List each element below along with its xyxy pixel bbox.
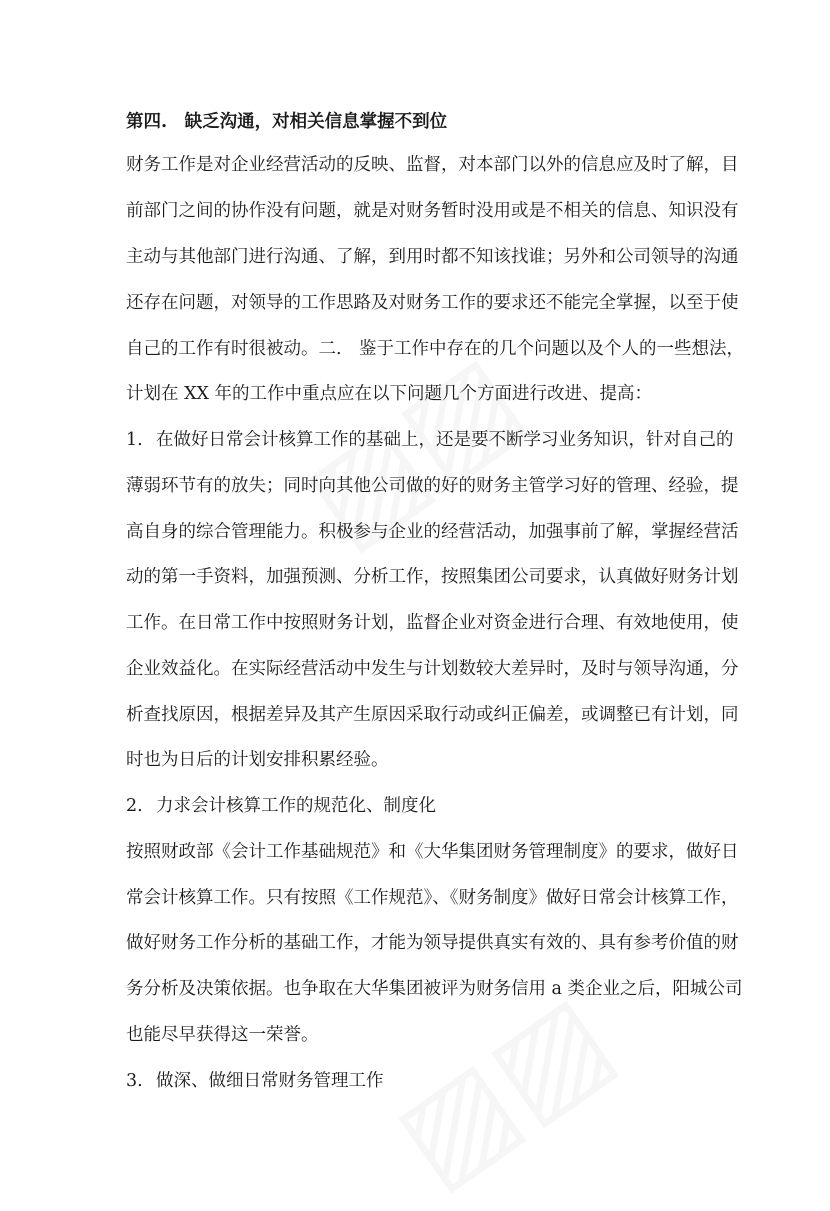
list-item-title: 力求会计核算工作的规范化、制度化 (156, 796, 436, 816)
paragraph-line: 前部门之间的协作没有问题，就是对财务暂时没用或是不相关的信息、知识没有 (126, 201, 739, 221)
paragraph-line: 按照财政部《会计工作基础规范》和《大华集团财务管理制度》的要求，做好日 (126, 842, 739, 862)
paragraph-line: 析查找原因，根据差异及其产生原因采取行动或纠正偏差，或调整已有计划，同 (126, 705, 739, 725)
paragraph-line: 做好财务工作分析的基础工作，才能为领导提供真实有效的、具有参考价值的财 (126, 933, 739, 953)
paragraph-line: 工作。在日常工作中按照财务计划，监督企业对资金进行合理、有效地使用，使 (126, 613, 739, 633)
list-number: 3. (126, 1071, 143, 1091)
list-item-title: 做深、做细日常财务管理工作 (156, 1071, 384, 1091)
paragraph-line: 薄弱环节有的放失；同时向其他公司做的好的财务主管学习好的管理、经验，提 (126, 476, 739, 496)
paragraph-line: 企业效益化。在实际经营活动中发生与计划数较大差异时，及时与领导沟通，分 (126, 659, 739, 679)
paragraph-line: 也能尽早获得这一荣誉。 (126, 1025, 319, 1045)
list-number: 2. (126, 796, 143, 816)
paragraph-line: 还存在问题，对领导的工作思路及对财务工作的要求还不能完全掌握，以至于使 (126, 293, 739, 313)
paragraph-line: 务分析及决策依据。也争取在大华集团被评为财务信用 a 类企业之后，阳城公司 (126, 979, 743, 999)
list-item-1 (126, 428, 734, 452)
list-item-2 (126, 794, 436, 818)
section-heading: 第四. 缺乏沟通，对相关信息掌握不到位 (126, 112, 448, 132)
list-item-3 (126, 1069, 384, 1093)
paragraph-line: 财务工作是对企业经营活动的反映、监督，对本部门以外的信息应及时了解，目 (126, 155, 739, 175)
watermark (371, 968, 636, 1211)
paragraph-line: 动的第一手资料，加强预测、分析工作，按照集团公司要求，认真做好财务计划 (126, 567, 739, 587)
paragraph-line: 自己的工作有时很被动。二. 鉴于工作中存在的几个问题以及个人的一些想法， (126, 339, 745, 359)
paragraph-line: 常会计核算工作。只有按照《工作规范》、《财务制度》做好日常会计核算工作， (126, 888, 739, 908)
list-item-text: 在做好日常会计核算工作的基础上，还是要不断学习业务知识，针对自己的 (156, 430, 734, 450)
paragraph-line: 时也为日后的计划安排积累经验。 (126, 750, 389, 770)
paragraph-line: 高自身的综合管理能力。积极参与企业的经营活动，加强事前了解，掌握经营活 (126, 522, 739, 542)
list-number: 1. (126, 430, 143, 450)
paragraph-line: 主动与其他部门进行沟通、了解，到用时都不知该找谁；另外和公司领导的沟通 (126, 247, 739, 267)
paragraph-line: 计划在 XX 年的工作中重点应在以下问题几个方面进行改进、提高： (126, 384, 653, 404)
